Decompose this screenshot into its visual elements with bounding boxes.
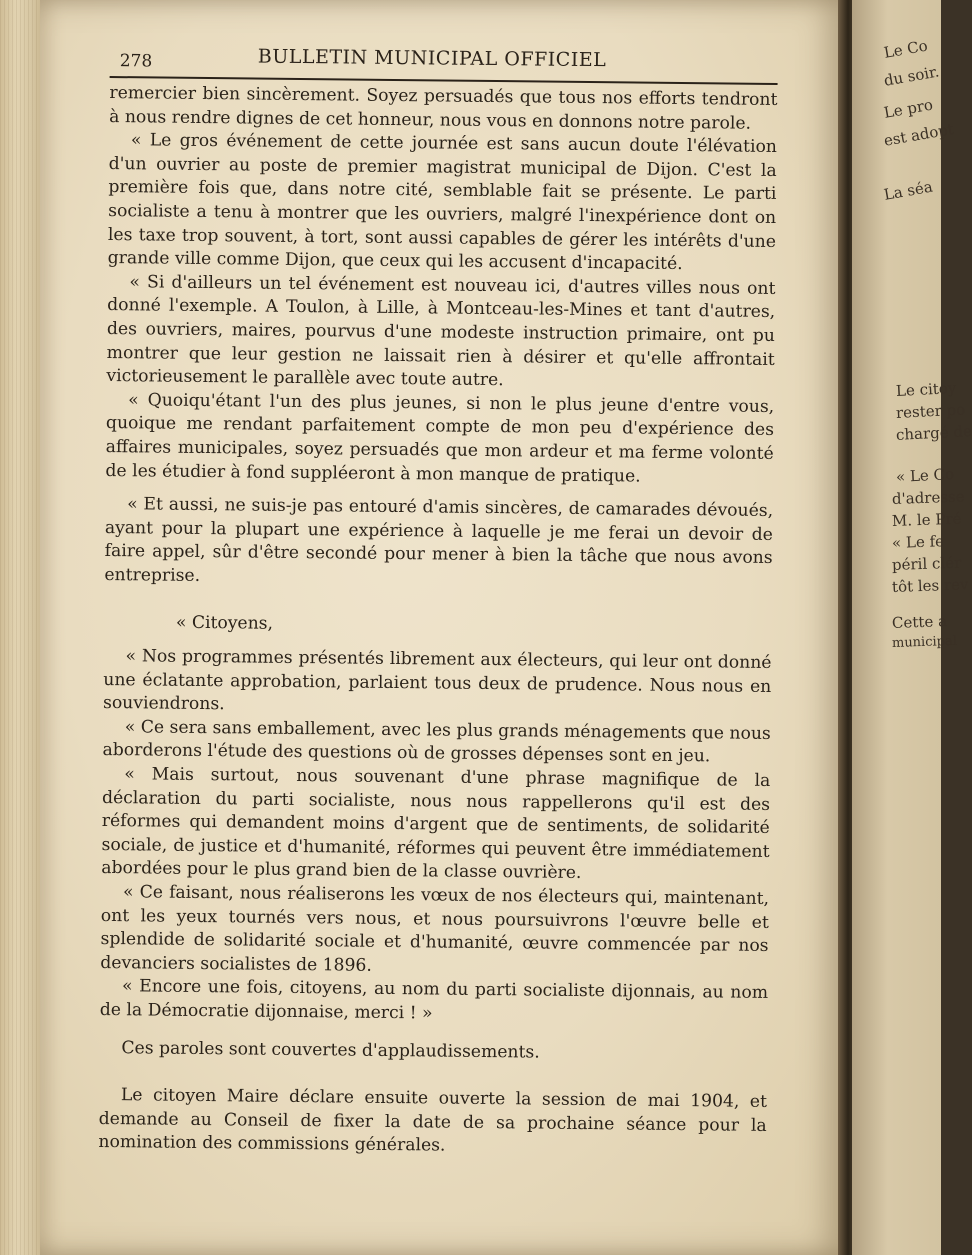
- facing-line: tôt les rev: [891, 575, 969, 596]
- facing-line: est adopt: [882, 119, 956, 150]
- facing-line: du soir.: [882, 62, 941, 90]
- paragraph: « Si d'ailleurs un tel événement est nouveau ici, d'autres villes nous ont donné l'exemple. A Toulon, à Lille, à Montceau-les-Mines et tant d'autres, des ouvriers, maires, pourvus d'une modeste instruction primaire, ont pu montrer que leur gestion ne laissait rien à désirer et qu'elle affrontait victorieusement le parallèle avec toute autre.: [106, 271, 776, 391]
- facing-line: Cette a: [891, 612, 948, 632]
- running-header: [110, 40, 778, 85]
- salutation: « Citoyens,: [175, 613, 274, 635]
- paragraph: remercier bien sincèrement. Soyez persuadés que tous nos efforts tendront à nous rendre dignes de cet honneur, nous vous en donnons notre parole.: [109, 82, 778, 134]
- facing-line: Le Co: [882, 36, 930, 62]
- facing-line: d'adresse: [891, 487, 965, 508]
- facing-line: péril clér: [891, 553, 962, 574]
- facing-line: « Le Co: [895, 464, 955, 486]
- paragraph: Le citoyen Maire déclare ensuite ouverte la session de mai 1904, et demande au Conseil de fixer la date de sa prochaine séance pour la nomination des commissions générales.: [98, 1085, 768, 1156]
- paragraph: « Le gros événement de cette journée est sans aucun doute l'élévation d'un ouvrier au poste de premier magistrat municipal de Dijon. C'est la première fois que, dans notre cité, semblable fait se présente. Le parti socialiste a tenu à montrer que les ouvriers, malgré l'inexpérience dont on les taxe trop souvent, à tort, sont aussi capables de gérer les intérêts d'une grande ville comme Dijon, que ceux qui les accusent d'incapacité.: [107, 130, 778, 275]
- facing-line: chargé de: [895, 422, 972, 444]
- facing-line: M. le Pré: [891, 509, 962, 530]
- page-text-block: [98, 40, 778, 1162]
- facing-line: « Le fe: [891, 532, 945, 552]
- facing-line: Le citoy: [895, 378, 957, 400]
- facing-line: Le pro: [882, 95, 935, 122]
- paragraph: « Quoiqu'étant l'un des plus jeunes, si non le plus jeune d'entre vous, quoique me rendant parfaitement compte de mon peu d'expérience des affaires municipales, soyez persuadés que mon ardeur et ma ferme volonté de les étudier à fond suppléeront à mon manque de pratique.: [105, 389, 775, 487]
- facing-page: [852, 0, 972, 1255]
- facing-line: rester po: [895, 400, 966, 422]
- paragraph: « Ce sera sans emballement, avec les plus grands ménagements que nous aborderons l'étude des questions où de grosses dépenses sont en jeu.: [102, 717, 771, 767]
- paragraph: « Ce faisant, nous réaliserons les vœux de nos électeurs qui, maintenant, ont les yeux tournés vers nous, et nous poursuivrons l'œuvre belle et splendide de solidarité sociale et d'humanité, œuvre commencée par nos devanciers socialistes de 1896.: [100, 882, 770, 976]
- facing-line: La séa: [882, 177, 935, 204]
- page-number: 278: [119, 51, 153, 72]
- paragraph: « Encore une fois, citoyens, au nom du parti socialiste dijonnais, au nom de la Démocratie dijonnaise, merci ! »: [99, 976, 769, 1024]
- paragraph: « Mais surtout, nous souvenant d'une phrase magnifique de la déclaration du parti socialiste, nous nous rappellerons qu'il est des réformes qui demandent moins d'argent que de sentiments, de solidarité sociale, de justice et d'humanité, réformes qui peuvent être immédiatement abordées pour le plus grand bien de la classe ouvrière.: [101, 764, 771, 884]
- paragraph: Ces paroles sont couvertes d'applaudissements.: [121, 1037, 540, 1063]
- page-title: BULLETIN MUNICIPAL OFFICIEL: [257, 45, 607, 72]
- paragraph: « Nos programmes présentés librement aux électeurs, qui leur ont donné une éclatante approbation, parlaient tous deux de prudence. Nous nous en souviendrons.: [102, 646, 772, 715]
- paragraph: « Et aussi, ne suis-je pas entouré d'amis sincères, de camarades dévoués, ayant pour la plupart une expérience à laquelle je me ferai un devoir de faire appel, sûr d'être secondé pour mener à bien la tâche que nous avons entreprise.: [104, 494, 774, 586]
- facing-line: municipal: [891, 633, 958, 651]
